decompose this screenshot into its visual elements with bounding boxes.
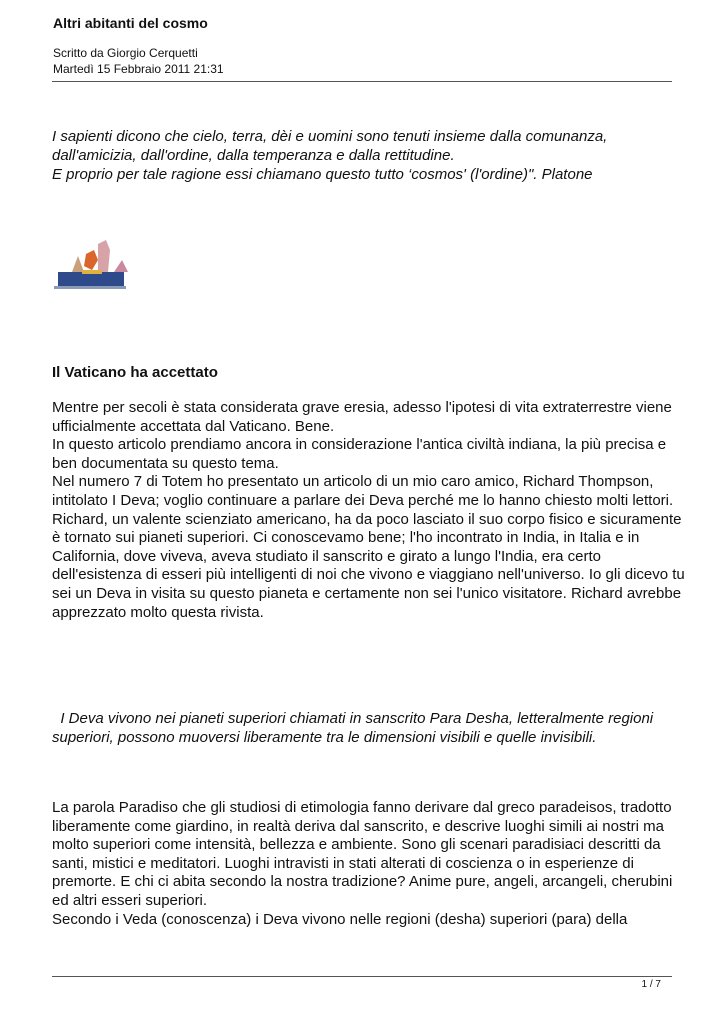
platone-quote [52,127,607,184]
text-line: sei un Deva in visita su questo pianeta e certamente non sei l'unico visitatore. Richard avrebbe [52,584,682,602]
section-heading: Il Vaticano ha accettato [52,364,218,381]
text-line: Mentre per secoli è stata considerata grave eresia, adesso l'ipotesi di vita extraterrestre viene [52,399,672,416]
text-line: ben documentata su questo tema. [52,454,279,472]
article-illustration-image [52,240,128,292]
text-line: apprezzato molto questa rivista. [52,603,264,621]
text-line: molto superiori come intensità, bellezza e ambiente. Sono gli scenari paradisiaci descritti da [52,836,661,854]
paragraph-paradiso [52,799,672,929]
quote-line: dall'amicizia, dall'ordine, dalla temperanza e dalla rettitudine. [52,147,455,164]
footer-divider [52,976,672,977]
quote-line: superiori, possono muoversi liberamente tra le dimensioni visibili e quelle invisibili. [52,728,597,746]
text-line: ed altri esseri superiori. [52,891,208,909]
text-line: La parola Paradiso che gli studiosi di etimologia fanno derivare dal greco paradeisos, tradotto [52,799,672,816]
paragraph-vaticano [52,399,685,622]
deva-quote [52,710,653,747]
text-line: California, dove viveva, aveva studiato il sanscrito e girato a lungo l'India, era certo [52,547,601,565]
quote-line: I Deva vivono nei pianeti superiori chiamati in sanscrito Para Desha, letteralmente regioni [52,710,654,727]
text-line: In questo articolo prendiamo ancora in considerazione l'antica civiltà indiana, la più precisa e [52,436,667,454]
text-line: intitolato I Deva; voglio continuare a parlare dei Deva perché me lo hanno chiesto molti lettori. [52,491,674,509]
author-line: Scritto da Giorgio Cerquetti [53,46,198,60]
page-number: 1 / 7 [641,979,661,990]
header-divider [52,81,672,82]
text-line: Richard, un valente scienziato americano, ha da poco lasciato il suo corpo fisico e sicuramente [52,510,682,528]
text-line: ufficialmente accettata dal Vaticano. Bene. [52,417,335,435]
quote-line: I sapienti dicono che cielo, terra, dèi e uomini sono tenuti insieme dalla comunanza, [52,128,608,145]
document-title: Altri abitanti del cosmo [53,15,208,31]
date-line: Martedì 15 Febbraio 2011 21:31 [53,62,224,76]
text-line: Secondo i Veda (conoscenza) i Deva vivono nelle regioni (desha) superiori (para) della [52,910,628,928]
text-line: dell'esistenza di esseri più intelligenti di noi che vivono e viaggiano nell'universo. Io gli dicevo tu [52,566,685,584]
text-line: liberamente come giardino, in realtà deriva dal sanscrito, e descrive luoghi simili ai nostri ma [52,817,664,835]
quote-line: E proprio per tale ragione essi chiamano questo tutto ‘cosmos' (l'ordine)". Platone [52,166,593,183]
text-line: Nel numero 7 di Totem ho presentato un articolo di un mio caro amico, Richard Thompson, [52,473,654,491]
text-line: è tornato sui pianeti superiori. Ci conoscevamo bene; l'ho incontrato in India, in Italia e in [52,529,640,547]
text-line: premorte. E chi ci abita secondo la nostra tradizione? Anime pure, angeli, arcangeli, cherubini [52,873,673,891]
text-line: santi, mistici e meditatori. Luoghi intravisti in stati alterati di coscienza o in esperienze di [52,854,634,872]
